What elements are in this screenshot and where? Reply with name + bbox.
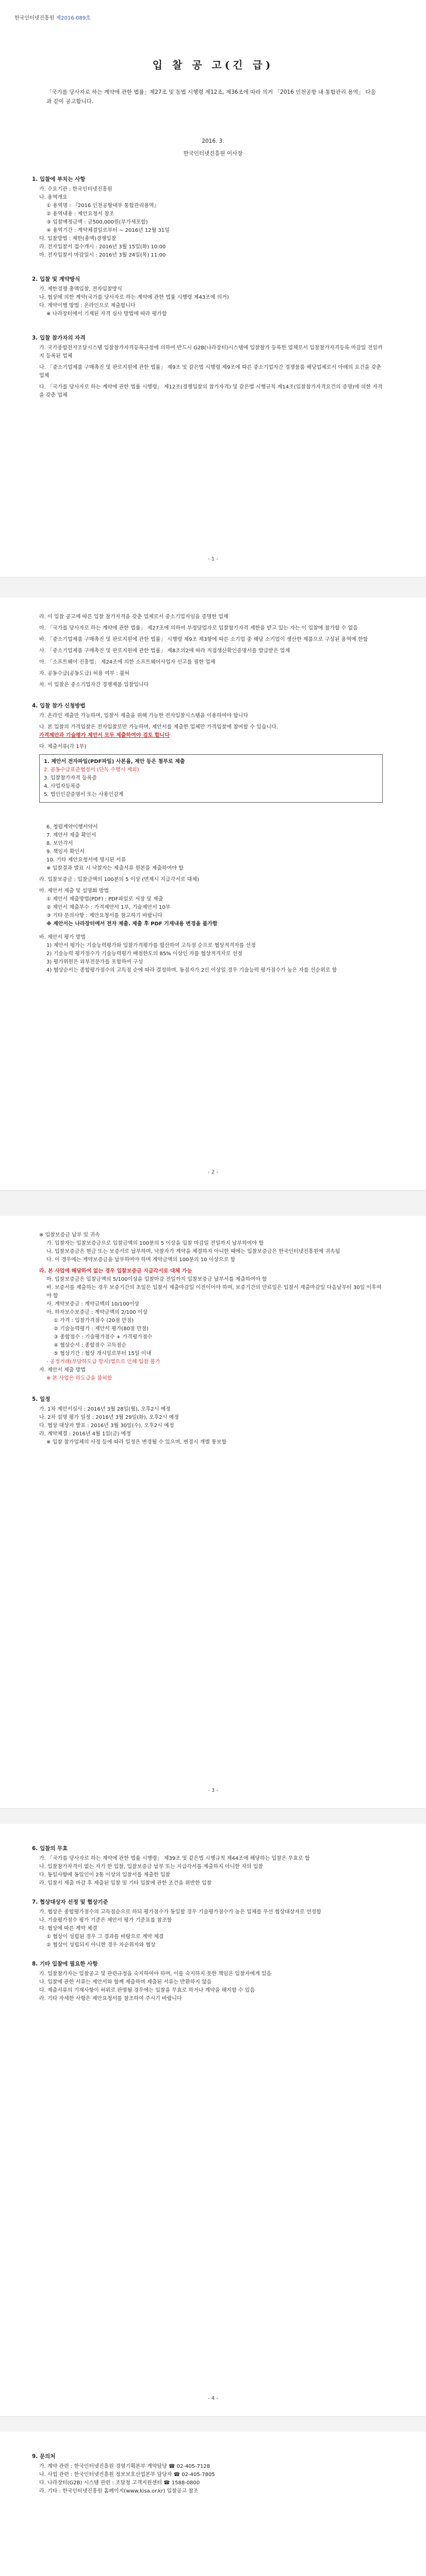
page-number: - 4 - [208, 2396, 218, 2401]
list-item: 다. 동일사항에 동일인이 2통 이상의 입찰서를 제출한 입찰 [39, 1872, 170, 1878]
list-item: 마. 제안서 제출 및 설명회 방법 [39, 888, 109, 894]
list-item: 2. 공동수급표준협정서 (단독 수행시 제외) [44, 767, 139, 773]
section-heading: 7. 협상대상자 선정 및 협상기준 [32, 1899, 108, 1905]
notice-date: 2016. 3. [202, 138, 224, 144]
list-item: 가. 제한경쟁 총액입찰, 전자입찰방식 [39, 286, 122, 292]
list-item: 가. 「국가를 당사자로 하는 계약에 관한 법률 시행령」 제39조 및 같은법 시행규칙 제44조에 해당하는 입찰은 무효로 함 [39, 1856, 310, 1861]
list-item: 아. 하자보수보증금 : 계약금액의 2/100 이상 [46, 1310, 148, 1315]
section-list [32, 2447, 383, 2496]
list-item: ※ 제안서는 나라장터에서 전자 제출. 제출 후 PDF 기재내용 변경을 불가함 [46, 921, 218, 927]
list-item: 다. 나라장터(G2B) 시스템 관련 : 조달청 고객지원센터 ☎ 1588-0800 [39, 2480, 200, 2486]
list-item: 라. 기타 자세한 사항은 제안요청서를 참조하여 주시기 바랍니다 [39, 1996, 182, 2002]
list-item: 1. 제안서 전자파일(PDF파일) 사본을, 제안 등은 첨부로 제출 [44, 759, 185, 765]
section-list [32, 1839, 383, 2003]
list-item: ③ 입찰예정금액 : 금500,000원(부가세포함) [46, 219, 148, 225]
section-heading: 9. 문의처 [32, 2453, 56, 2460]
list-item: ① 용역명 : 『2016 인천공항내부 통합관리용역』 [46, 203, 159, 209]
section-heading: 8. 기타 입찰에 필요한 사항 [32, 1961, 98, 1967]
list-item: 라. 전자입찰서 접수개시 : 2016년 3월 15일(화) 10:00 [39, 244, 166, 250]
list-item: 다. 제출서류의 기재사항이 허위로 판명될 경우에는 입찰을 무효로 하거나 계약을 해지할 수 있음 [39, 1988, 255, 1993]
list-item: 나. 입찰참가자격이 없는 자가 한 입찰, 입찰보증금 납부 또는 지급각서를 제출하지 아니한 자의 입찰 [39, 1864, 264, 1870]
list-item: 4. 사업자등록증 [44, 784, 80, 789]
list-item: 차. 이 입찰은 중소기업자간 경쟁제품 입찰입니다 [39, 682, 149, 688]
list-item: 다. 제출서류(각 1부) [39, 744, 87, 750]
list-item: 다. 「국가를 당사자로 하는 계약에 관한 법률 시행령」 제12조(경쟁입찰의 참가자격) 및 같은법 시행규칙 제14조(입찰참가자격요건의 증명)에 의한 자격을 갖춘 업체 [39, 384, 383, 398]
section-heading: 4. 입찰 참가 신청방법 [32, 703, 86, 709]
page-number: - 3 - [208, 1788, 218, 1793]
list-item: 가. 협상은 종합평가점수의 고득점순으로 하되 평가점수가 동일할 경우 기술평가점수가 높은 업체를 우선 협상대상자로 선정함 [39, 1909, 321, 1915]
section-heading: 1. 입찰에 부치는 사항 [32, 176, 86, 182]
list-item: 라. 입찰서 제출 마감 후 제출된 입찰 및 기타 입찰에 관한 조건을 위반한 입찰 [39, 1880, 212, 1886]
list-item: 바. 보증서를 제출하는 경우 보증기간의 초일은 입찰서 제출마감일 이전이어야 하며, 보증기간의 만료일은 입찰서 제출마감일 다음날부터 30일 이후여야 함 [46, 1285, 382, 1299]
list-item: 사. 계약보증금 : 계약금액의 10/100이상 [46, 1301, 140, 1307]
list-item: 라. 기타 : 한국인터넷진흥원 홈페이지(www.kisa.or.kr) 입찰공고 참조 [39, 2488, 199, 2494]
list-item: 나. 용역개요 [39, 195, 68, 200]
list-item: 마. 전자입찰서 마감일시 : 2016년 3월 24일(목) 11:00 [39, 252, 166, 258]
list-item: ② 제안서 제출부수 : 가격제안서 1부, 기술제안서 10부 [46, 905, 171, 910]
list-item: ① 제안서 제출방법(PDF) : PDF파일로 저장 및 제출 [46, 896, 163, 902]
list-item: 자. 제안서 제출 방법 [39, 1367, 86, 1373]
list-item: 나. 「중소기업제품 구매촉진 및 판로지원에 관한 법률」 제9조 및 같은법 시행령 제9조에 따른 중소기업자간 경쟁물품 해당업체로서 아래의 요건을 갖춘 업체 [39, 365, 382, 379]
list-item: 1) 제안서 평가는 기술능력평가와 입찰가격평가를 합산하여 고득점 순으로 협상적격자를 선정 [46, 943, 256, 948]
list-item: 아. 「소프트웨어 진흥법」 제24조에 의한 소프트웨어사업자 신고를 필한 업체 [39, 659, 216, 665]
section-heading: 3. 입찰 참가자의 자격 [32, 335, 86, 341]
list-item: 나. 본 입찰의 가격입찰은 전자입찰로만 가능하며, 제안서를 제출한 업체만 가격입찰에 참여할 수 있습니다. [39, 724, 278, 730]
page-separator [0, 2416, 426, 2433]
section-list [32, 170, 383, 400]
list-item: ※ 입찰결과 발표 시 낙찰자는 제출서류 원본을 제출하여야 함 [46, 866, 184, 871]
page-separator [0, 1808, 426, 1825]
list-item: 나. 2차 설명 평가 일정 : 2016년 3월 29일(화), 오후2시 예정 [39, 1415, 179, 1420]
list-item: 라. 이 입찰 공고에 따른 입찰 참가자격을 갖춘 업체로서 중소기업자임을 증명한 업체 [39, 614, 228, 620]
list-item: 8. 보안각서 [46, 841, 73, 846]
list-item: 나. 사업 관련 : 한국인터넷진흥원 정보보호산업본부 담당자 ☎ 02-405-7805 [39, 2472, 215, 2478]
list-item: 마. 「국가를 당사자로 하는 계약에 관한 법률」 제27조에 의하여 부정당업자로 입찰참가자격 제한을 받고 있는 자는 이 입찰에 참가할 수 없음 [39, 625, 358, 631]
list-item: ④ 협상순서 : 종합점수 고득점순 [54, 1343, 126, 1348]
list-item: 10. 기타 제안요청서에 명시된 서류 [46, 857, 126, 863]
list-item: 9. 책임자 확인서 [46, 849, 85, 855]
list-item: ⑤ 협상기간 : 협상 개시일로부터 15일 이내 [54, 1351, 152, 1357]
required-documents-box [39, 754, 383, 803]
list-item: ④ 용역기간 : 계약체결일로부터 ~ 2016년 12월 31일 [46, 228, 170, 233]
list-item: 가. 1차 제안서심사 : 2016년 3월 28일(월), 오후2시 예정 [39, 1406, 171, 1412]
list-item: 다. 협상에 따른 계약 체결 [39, 1926, 97, 1931]
notice-number: 한국인터넷진흥원 제2016-089호 [14, 15, 91, 21]
page-title: 입 찰 공 고(긴 급) [152, 59, 274, 71]
document-page-1 [0, 0, 426, 577]
list-item: 가. 국가종합전자조달시스템 입찰참가자격등록규정에 의하여 반드시 G2B(나라장터)시스템에 입찰참가 등록한 업체로서 입찰참가자격등록 마감일 전일까지 등록된 업체 [39, 345, 383, 359]
section-heading: 6. 입찰의 무효 [32, 1845, 68, 1852]
page-separator [0, 577, 426, 599]
list-item: ① 협상이 성립된 경우 그 결과를 바탕으로 계약 체결 [46, 1934, 164, 1940]
list-item: 가. 수요기관 : 한국인터넷진흥원 [39, 187, 112, 192]
list-item: 바. 제안서 평가 방법 [39, 935, 86, 940]
intro-paragraph: 「국가를 당사자로 하는 계약에 관한 법률」제27조 및 동법 시행령 제12조, 제36조에 따라 의거 「2016 인천공항 내 통합관리 용역」 다음과 같이 공고합니다. [46, 89, 376, 105]
list-item: 사. 「중소기업제품 구매촉진 및 판로지원에 관한 법률」 제8조의2에 따라 직접생산확인증명서를 발급받은 업체 [39, 648, 290, 654]
document-page-3 [0, 1216, 426, 1808]
section-list [32, 613, 383, 975]
page-separator [0, 1190, 426, 1217]
list-item: ※ 나라장터에서 기재된 자격 심사 방법에 따라 평가함 [46, 311, 167, 317]
list-item: 7. 제안서 제출 확인서 [46, 833, 96, 838]
section-heading: 5. 일정 [32, 1396, 51, 1402]
list-item: 자. 공동수급(공동도급) 허용 여부 : 불허 [39, 671, 130, 676]
list-item: 바. 「중소기업제품 구매촉진 및 판로지원에 관한 법률」 시행령 제9조 제3항에 따른 소기업 중 해당 소기업이 생산한 제품으로 구성된 용역에 한함 [39, 637, 368, 642]
list-item: 마. 입찰보증금은 입찰금액의 5/100이상을 입찰마감 전일까지 입찰보증금 납부서를 제출하여야 함 [46, 1277, 267, 1282]
list-item: ② 기술능력평가 : 제안서 평가(80점 만점) [54, 1326, 149, 1332]
list-item: 가. 입찰자는 입찰보증금으로 입찰금액의 100분의 5 이상을 입찰 마감일 전일까지 납부하여야 함 [46, 1241, 264, 1246]
list-item: ① 가격 : 입찰가격점수 (20점 만점) [54, 1318, 134, 1324]
list-item: ③ 기타 문의사항 : 제안요청서를 참고하기 바랍니다 [46, 913, 162, 919]
list-item: 나. 협상에 의한 계약(국가를 당사자로 하는 계약에 관한 법률 시행령 제43조에 의거) [39, 295, 229, 300]
list-item: 나. 기술평가점수 평가 기준은 제안서 평가 기준표를 참조함 [39, 1918, 172, 1923]
list-item: ※ 입찰보증금 납부 및 귀속 [39, 1232, 100, 1238]
list-item: 라. 계약체결 : 2016년 4월 1일(금) 예정 [39, 1431, 131, 1437]
page-number: - 2 - [208, 1170, 218, 1175]
list-item: 다. 입찰방법 : 제한(총액)경쟁입찰 [39, 236, 117, 242]
list-item: 2) 기술능력 평가점수가 기술능력평가 배점한도의 85% 이상인 자를 협상적격자로 선정 [46, 951, 242, 957]
section-heading: 2. 입찰 및 계약방식 [32, 276, 80, 282]
list-item: 라. 입찰보증금 : 입찰금액의 100분의 5 이상 (면제시 지급각서로 대체) [39, 877, 199, 883]
list-item: ③ 종합점수 : 기술평가점수 + 가격평가점수 [54, 1334, 153, 1340]
list-item: 3) 평가위원은 외부전문가를 포함하여 구성 [46, 959, 143, 965]
issuing-organization: 한국인터넷진흥원 이사장 [183, 150, 243, 157]
list-item: ② 협상이 성립되지 아니한 경우 차순위자와 협상 [46, 1942, 156, 1948]
warning-text: ※ 본 사업은 하도급을 불허함 [46, 1376, 112, 1381]
list-item: 4) 협상순서는 종합평가점수의 고득점 순에 따라 결정하며, 동점자가 2인 이상일 경우 기술능력 평가점수가 높은 자를 선순위로 함 [46, 968, 337, 973]
list-item: ② 용역내용 : 제안요청서 참조 [46, 211, 114, 217]
document-page-4 [0, 1824, 426, 2416]
list-item: 나. 입찰보증금은 현금 또는 보증서로 납부하며, 낙찰자가 계약을 체결하지 아니한 때에는 입찰보증금은 한국인터넷진흥원에 귀속됨 [46, 1249, 340, 1255]
warning-text: 가격제안과 기술평가 제안서 모두 제출하여야 검토 합니다 [39, 733, 170, 738]
section-list [32, 1231, 383, 1447]
list-item: 다. 계약이행 방법 : 온라인으로 제출합니다 [39, 303, 136, 309]
list-item: 가. 계약 관련 : 한국인터넷진흥원 경영기획본부 계약담당 ☎ 02-405-7128 [39, 2464, 210, 2469]
document-page-2 [0, 598, 426, 1190]
page-number: - 1 - [208, 556, 218, 562]
list-item: 다. 협상 대상자 발표 : 2016년 3월 30일(수), 오후2시 예정 [39, 1423, 174, 1429]
list-item: 3. 입찰참가자격 등록증 [44, 775, 97, 781]
list-item: 나. 입찰에 관한 서류는 제안서와 함께 제출하며 제출된 서류는 반환하지 않음 [39, 1979, 212, 1985]
list-item: 가. 입찰참가자는 입찰공고 및 관련규정을 숙지하여야 하며, 이를 숙지하지 못한 책임은 입찰자에게 있음 [39, 1971, 272, 1977]
list-item: ※ 입찰 참가업체의 사정 등에 따라 일정은 변경될 수 있으며, 변경시 개별 통보함 [46, 1439, 227, 1445]
list-item: 가. 온라인 제출만 가능하며, 입찰서 제출을 위해 가능한 전자입찰시스템을 이용하여야 합니다 [39, 713, 249, 719]
list-item: 다. 이 경우에는 계약보증금을 납부하여야 하며 계약금액의 100분의 10 이상으로 함 [46, 1257, 236, 1263]
warning-text: - 공정거래(부당하도급 방지)법으로 인해 입찰 불가 [46, 1359, 160, 1365]
document-page-5 [0, 2432, 426, 2576]
warning-text: 라. 본 사업에 해당하여 없는 경우 입찰보증금 지급각서로 대체 가능 [39, 1268, 192, 1274]
list-item: 5. 법인인감증명서 또는 사용인감계 [44, 792, 124, 798]
list-item: 6. 청렴계약이행서약서 [46, 824, 98, 830]
